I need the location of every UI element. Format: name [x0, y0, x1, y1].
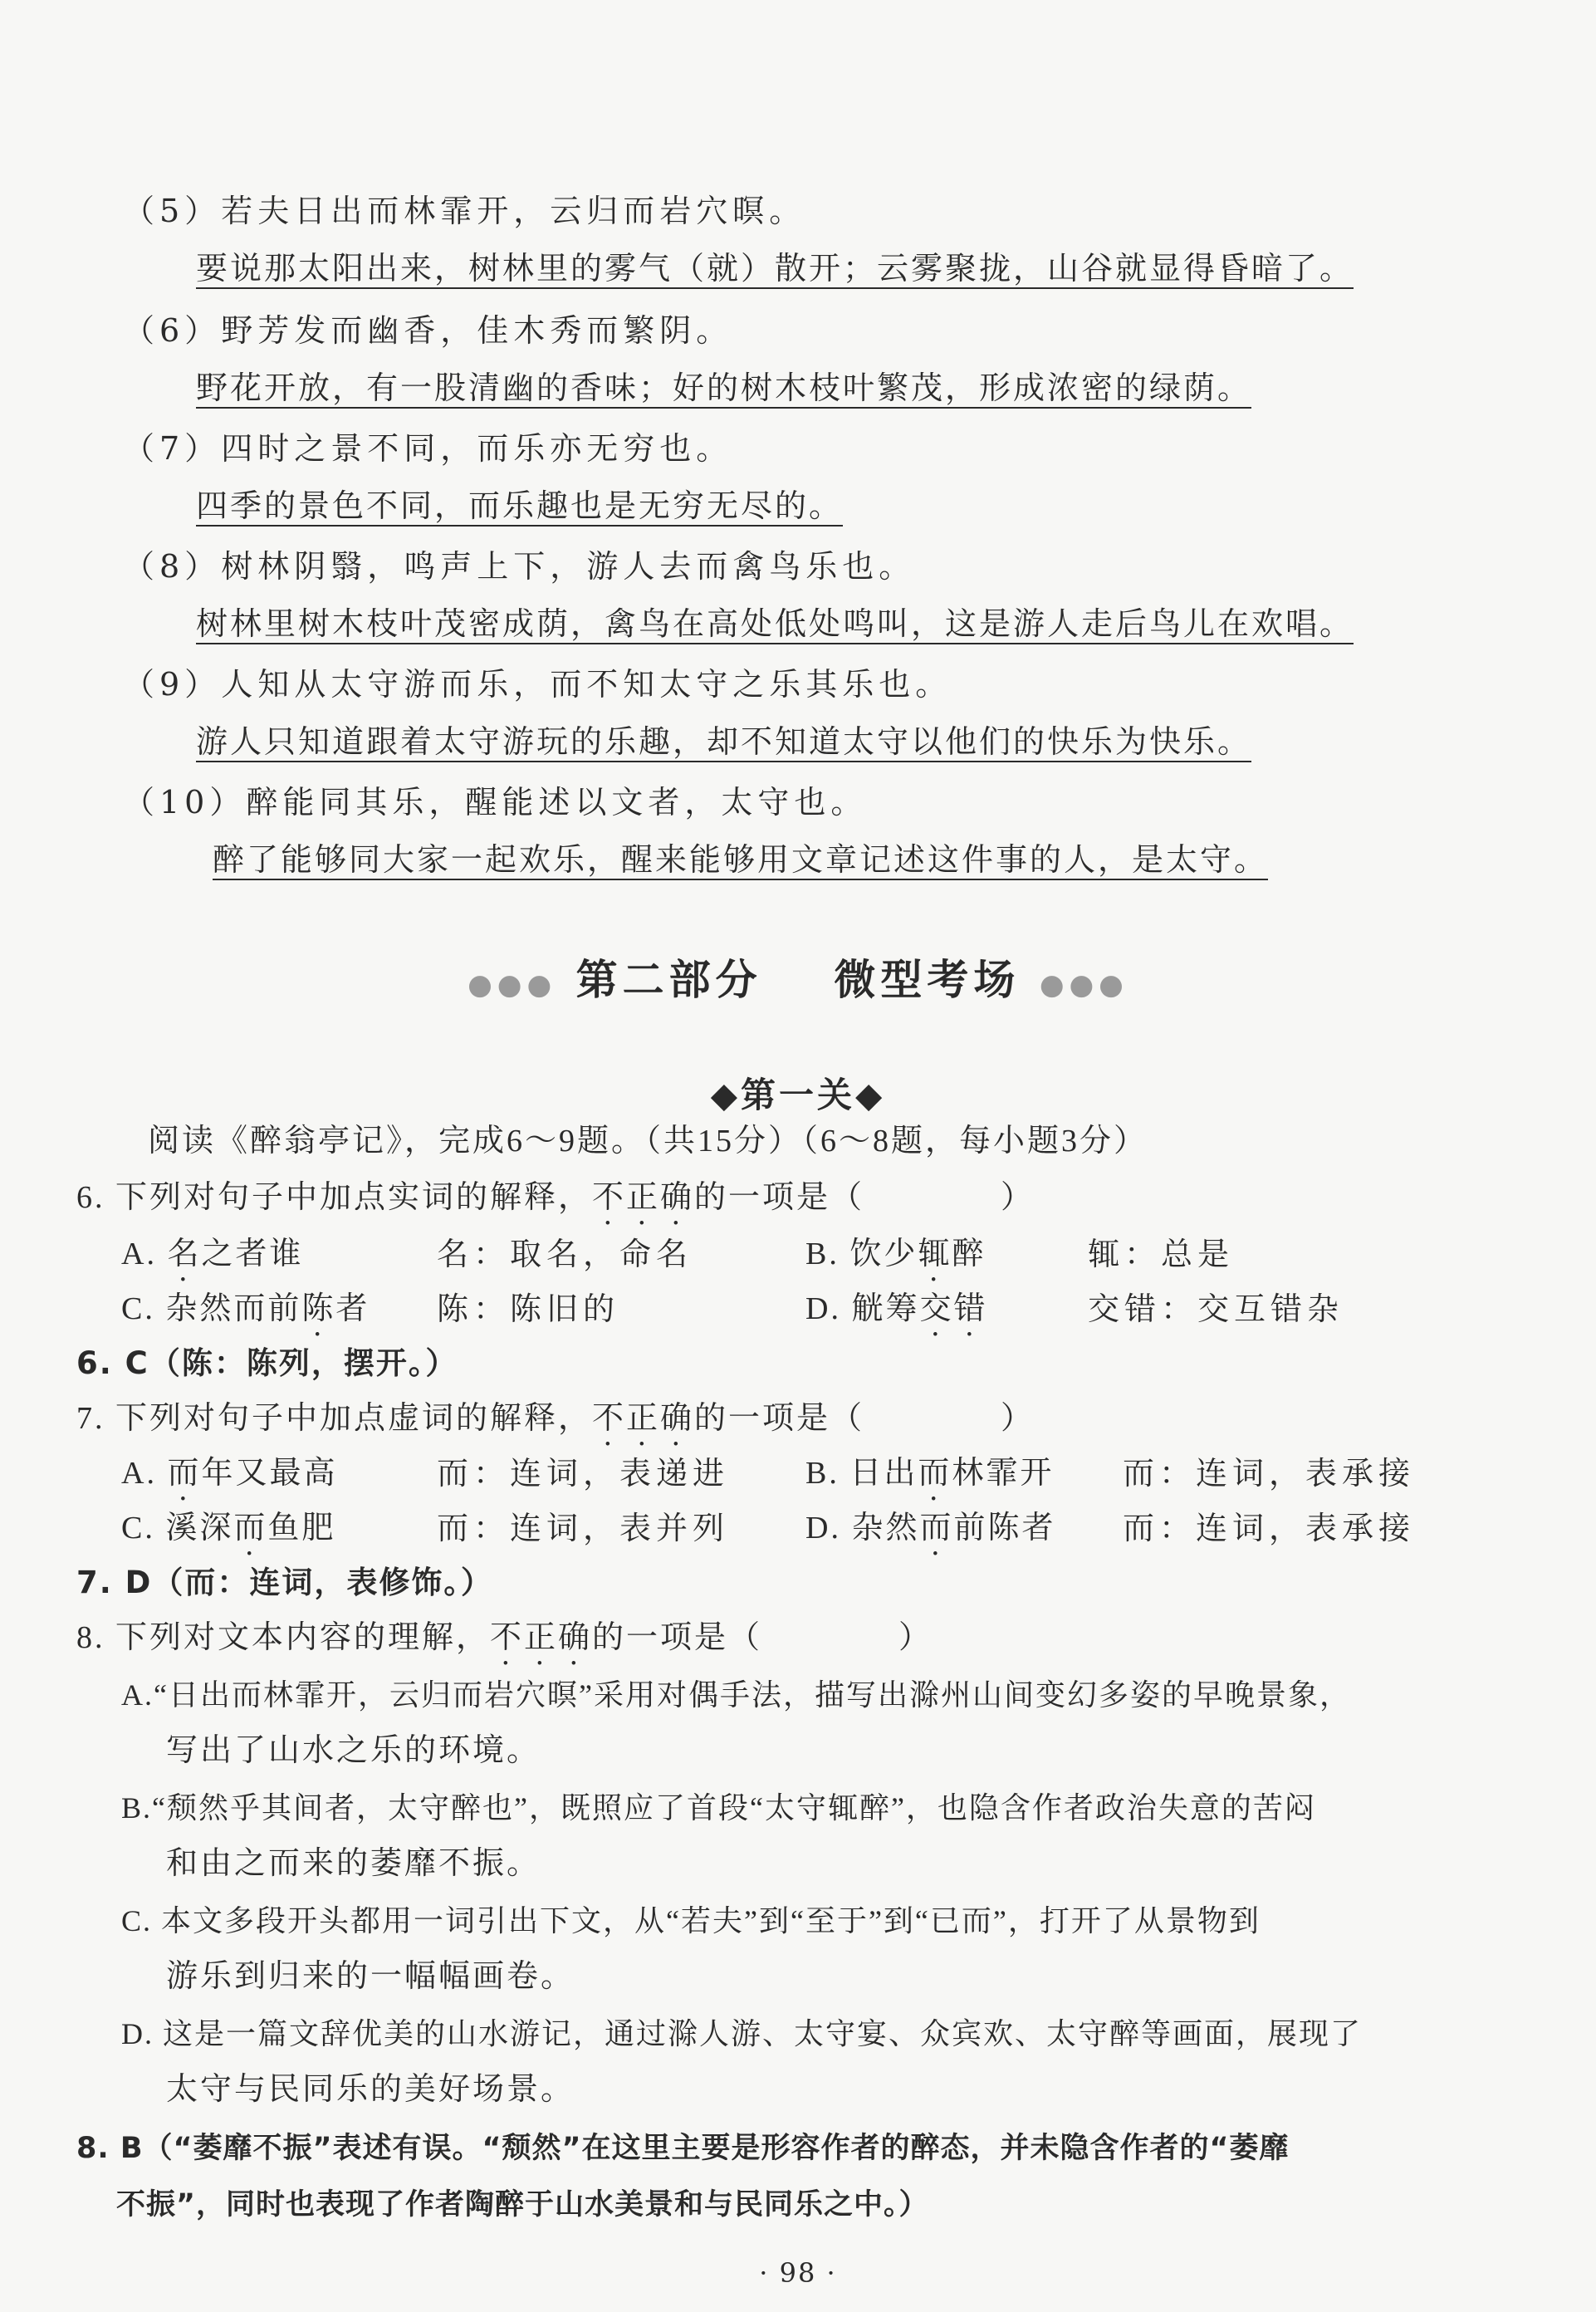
q7-answer: 7. D（而：连词，表修饰。） [76, 1565, 493, 1600]
translation-10-source: （10）醉能同其乐，醒能述以文者，太守也。 [123, 784, 868, 820]
q6-option-d-explanation: 交错：交互错杂 [1088, 1291, 1344, 1327]
translation-7-answer: 四季的景色不同，而乐趣也是无穷无尽的。 [196, 489, 844, 524]
q8-option-b-line2: 和由之而来的萎靡不振。 [166, 1846, 541, 1881]
q6-option-a: A. 名之者谁 [121, 1237, 304, 1271]
q8-option-c-line1: C. 本文多段开头都用一词引出下文，从“若夫”到“至于”到“已而”，打开了从景物到 [121, 1904, 1261, 1937]
q7-stem: 7. 下列对句子中加点虚词的解释，不正确的一项是（ ） [76, 1401, 1035, 1436]
q7-option-d-explanation: 而：连词，表承接 [1123, 1510, 1416, 1546]
q7-option-c-explanation: 而：连词，表并列 [437, 1510, 730, 1546]
q8-option-a-line2: 写出了山水之乐的环境。 [166, 1733, 541, 1768]
q8-answer-line2: 不振”，同时也表现了作者陶醉于山水美景和与民同乐之中。） [116, 2188, 929, 2221]
q7-option-b: B. 日出而林霏开 [805, 1456, 1055, 1491]
q6-option-c-explanation: 陈：陈旧的 [437, 1291, 620, 1327]
level-title: ◆第一关◆ [710, 1075, 886, 1115]
translation-7-source: （7）四时之景不同，而乐亦无穷也。 [123, 430, 733, 467]
q8-answer-line1: 8. B（“萎靡不振”表述有误。“颓然”在这里主要是形容作者的醉态，并未隐含作者的“萎靡 [76, 2132, 1290, 2165]
q8-stem: 8. 下列对文本内容的理解，不正确的一项是（ ） [76, 1620, 933, 1655]
q7-option-d: D. 杂然而前陈者 [805, 1511, 1056, 1545]
section-dots-left: ●●● [468, 968, 557, 1002]
section-title-name: 微型考场 [834, 956, 1021, 1004]
translation-6-answer: 野花开放，有一股清幽的香味；好的树木枝叶繁茂，形成浓密的绿荫。 [196, 371, 1252, 406]
q7-option-b-explanation: 而：连词，表承接 [1123, 1455, 1416, 1492]
section-title-part: 第二部分 [575, 956, 762, 1004]
translation-5-answer: 要说那太阳出来，树林里的雾气（就）散开；云雾聚拢，山谷就显得昏暗了。 [196, 252, 1354, 287]
q8-option-d-line1: D. 这是一篇文辞优美的山水游记，通过滁人游、太守宴、众宾欢、太守醉等画面，展现了 [121, 2017, 1362, 2050]
translation-9-source: （9）人知从太守游而乐，而不知太守之乐其乐也。 [123, 666, 952, 703]
q6-answer: 6. C（陈：陈列，摆开。） [76, 1345, 458, 1381]
q7-option-a-explanation: 而：连词，表递进 [437, 1455, 730, 1492]
q8-option-a-line1: A.“日出而林霏开，云归而岩穴暝”采用对偶手法，描写出滁州山间变幻多姿的早晚景象， [121, 1678, 1351, 1712]
q6-option-a-explanation: 名：取名，命名 [437, 1236, 693, 1272]
section-title [0, 947, 1596, 1007]
translation-8-answer: 树林里树木枝叶茂密成荫，禽鸟在高处低处鸣叫，这是游人走后鸟儿在欢唱。 [196, 607, 1354, 642]
q6-option-b-explanation: 辄：总是 [1088, 1236, 1235, 1272]
q6-option-b: B. 饮少辄醉 [805, 1237, 986, 1271]
page-number: · 98 · [759, 2257, 837, 2289]
translation-10-answer: 醉了能够同大家一起欢乐，醒来能够用文章记述这件事的人，是太守。 [213, 843, 1269, 878]
translation-9-answer: 游人只知道跟着太守游玩的乐趣，却不知道太守以他们的快乐为快乐。 [196, 725, 1252, 760]
q6-stem: 6. 下列对句子中加点实词的解释，不正确的一项是（ ） [76, 1180, 1035, 1215]
q6-option-c: C. 杂然而前陈者 [121, 1291, 370, 1326]
q7-option-a: A. 而年又最高 [121, 1456, 338, 1491]
q6-option-d: D. 觥筹交错 [805, 1291, 988, 1326]
reading-intro: 阅读《醉翁亭记》，完成6～9题。（共15分）（6～8题，每小题3分） [148, 1124, 1148, 1158]
q8-option-d-line2: 太守与民同乐的美好场景。 [166, 2072, 575, 2107]
section-dots-right: ●●● [1039, 968, 1128, 1002]
translation-5-source: （5）若夫日出而林霏开，云归而岩穴暝。 [123, 193, 806, 229]
q8-option-b-line1: B.“颓然乎其间者，太守醉也”，既照应了首段“太守辄醉”，也隐含作者政治失意的苦闷 [121, 1791, 1316, 1825]
translation-6-source: （6）野芳发而幽香，佳木秀而繁阴。 [123, 312, 733, 349]
q7-option-c: C. 溪深而鱼肥 [121, 1511, 336, 1545]
translation-8-source: （8）树林阴翳，鸣声上下，游人去而禽鸟乐也。 [123, 548, 916, 585]
q8-option-c-line2: 游乐到归来的一幅幅画卷。 [166, 1959, 575, 1994]
